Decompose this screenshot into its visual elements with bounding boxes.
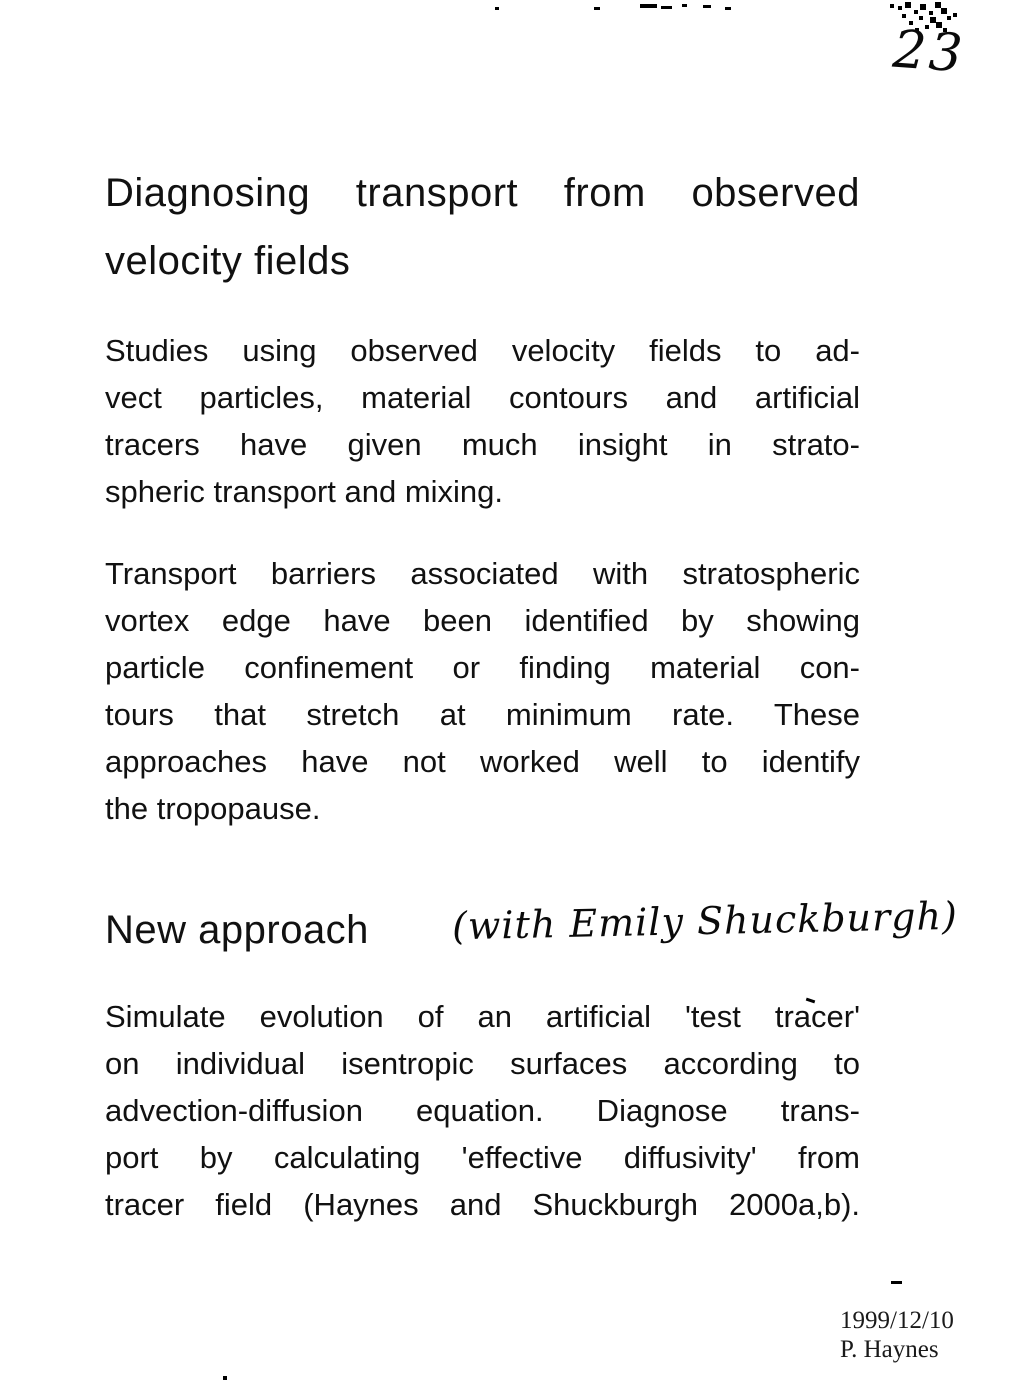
scan-speckle-cluster [890,4,894,8]
scan-dash [661,6,672,9]
text-line: vect particles, material contours and artificial [105,380,860,415]
text-line: approaches have not worked well to identify [105,744,860,779]
text-line: the tropopause. [105,791,321,826]
scan-dash [725,7,731,10]
paragraph-transport-barriers [105,550,860,832]
scan-dash [703,5,711,8]
text-line: port by calculating 'effective diffusivity' from [105,1140,860,1175]
scan-dot [495,7,499,10]
scan-dash [891,1281,902,1284]
scan-dot [223,1376,227,1380]
handwritten-page-number: 23 [890,19,968,85]
text-line: tours that stretch at minimum rate. These [105,697,860,732]
text-line: spheric transport and mixing. [105,474,504,509]
scan-dash [682,4,687,7]
page-title [105,159,860,295]
scan-dash [640,4,657,8]
text-line: on individual isentropic surfaces according to [105,1046,860,1081]
text-line: advection-diffusion equation. Diagnose trans- [105,1093,860,1128]
scan-dash [594,7,600,10]
text-line: velocity fields [105,239,351,283]
text-line: tracers have given much insight in strato- [105,427,860,462]
footer-date: 1999/12/10 [840,1307,954,1334]
handwritten-annotation: (with Emily Shuckburgh) [451,893,959,949]
section-heading: New approach [105,908,369,952]
footer [840,1306,954,1364]
text-line: tracer field (Haynes and Shuckburgh 2000a,b). [105,1187,860,1222]
text-line: particle confinement or finding material con- [105,650,860,685]
text-line: Simulate evolution of an artificial 'test tracer' [105,999,860,1034]
text-line: Studies using observed velocity fields to ad- [105,333,860,368]
text-line: Transport barriers associated with stratospheric [105,556,860,591]
text-line: vortex edge have been identified by showing [105,603,860,638]
text-line: Diagnosing transport from observed [105,171,860,215]
paragraph-studies [105,327,860,515]
footer-author: P. Haynes [840,1336,939,1363]
paragraph-simulate [105,993,860,1228]
